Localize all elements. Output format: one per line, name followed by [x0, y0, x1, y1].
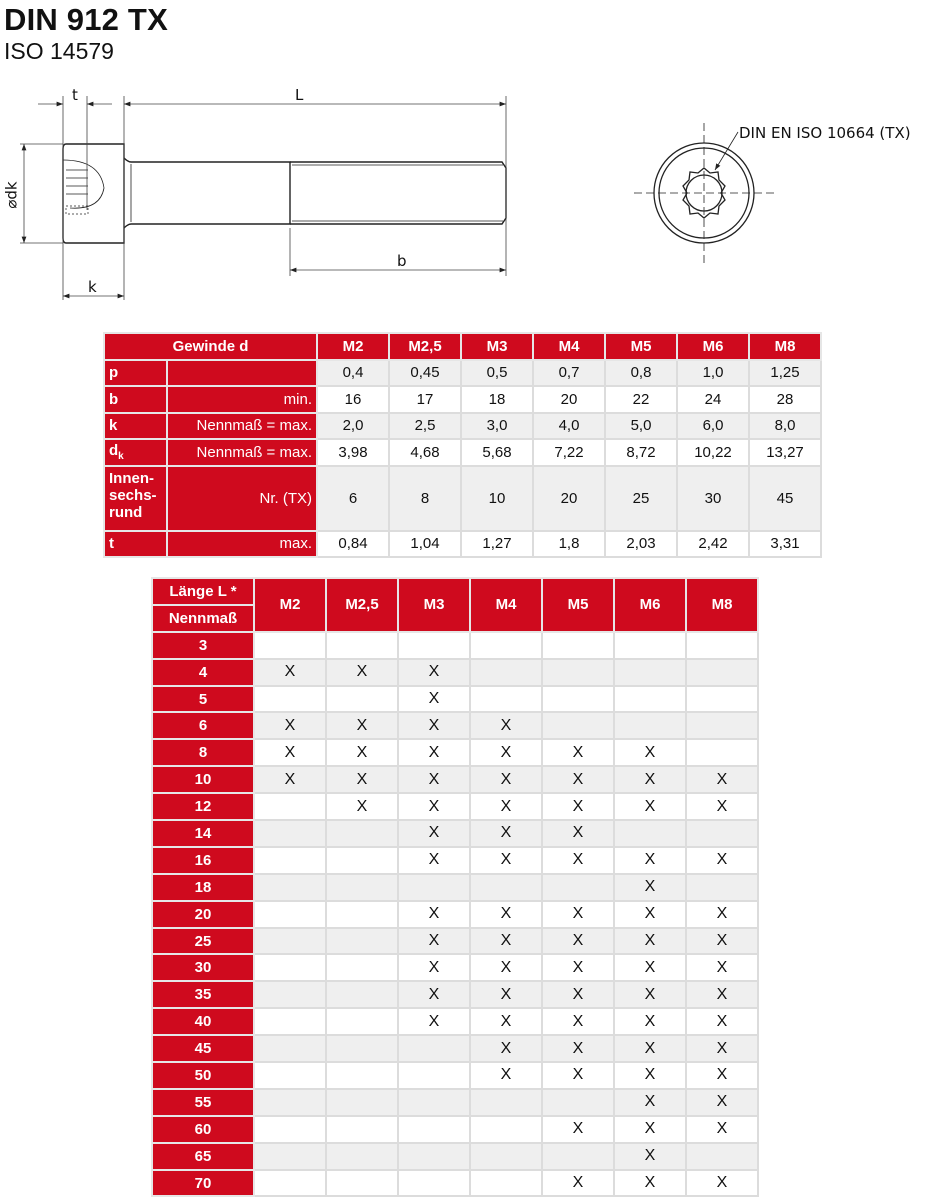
availability-mark: X — [686, 1116, 758, 1143]
drive-standard-label: DIN EN ISO 10664 (TX) — [739, 124, 911, 142]
table-row — [104, 360, 821, 387]
availability-mark — [254, 954, 326, 981]
availability-mark — [686, 739, 758, 766]
availability-mark — [686, 712, 758, 739]
availability-mark: X — [398, 766, 470, 793]
availability-mark — [470, 1089, 542, 1116]
availability-mark: X — [470, 820, 542, 847]
availability-mark — [254, 793, 326, 820]
value-cell: 0,8 — [605, 360, 677, 387]
availability-mark — [254, 1143, 326, 1170]
availability-mark — [398, 874, 470, 901]
availability-mark: X — [254, 766, 326, 793]
value-cell: 3,0 — [461, 413, 533, 440]
table-row — [104, 386, 821, 413]
value-cell: 25 — [605, 466, 677, 531]
availability-mark — [542, 874, 614, 901]
availability-mark: X — [686, 766, 758, 793]
value-cell: 10,22 — [677, 439, 749, 466]
availability-mark — [326, 1143, 398, 1170]
availability-mark: X — [614, 1143, 686, 1170]
value-cell: 8 — [389, 466, 461, 531]
dim-L-label: L — [295, 86, 304, 104]
availability-mark: X — [686, 1008, 758, 1035]
length-cell: 4 — [152, 659, 254, 686]
availability-mark: X — [398, 928, 470, 955]
availability-mark — [326, 928, 398, 955]
value-cell: 8,0 — [749, 413, 821, 440]
availability-mark: X — [542, 847, 614, 874]
availability-mark — [254, 1062, 326, 1089]
row-label-subscript: k — [118, 451, 124, 463]
availability-mark: X — [686, 928, 758, 955]
availability-mark — [326, 1035, 398, 1062]
page-title: DIN 912 TX — [4, 2, 168, 37]
length-cell: 5 — [152, 686, 254, 713]
value-cell: 22 — [605, 386, 677, 413]
availability-mark: X — [686, 1170, 758, 1197]
value-cell: 18 — [461, 386, 533, 413]
availability-mark: X — [614, 766, 686, 793]
availability-mark: X — [614, 954, 686, 981]
size-header: M8 — [686, 578, 758, 632]
availability-mark: X — [542, 793, 614, 820]
availability-mark: X — [470, 1035, 542, 1062]
availability-mark — [254, 1170, 326, 1197]
value-cell: 2,0 — [317, 413, 389, 440]
availability-mark — [470, 632, 542, 659]
availability-mark — [254, 981, 326, 1008]
availability-mark: X — [614, 739, 686, 766]
availability-mark — [686, 632, 758, 659]
availability-mark: X — [470, 739, 542, 766]
size-header: M8 — [749, 333, 821, 360]
length-cell: 12 — [152, 793, 254, 820]
table-row — [152, 1143, 758, 1170]
availability-mark: X — [470, 847, 542, 874]
availability-mark: X — [686, 901, 758, 928]
availability-mark — [326, 820, 398, 847]
availability-mark — [398, 1062, 470, 1089]
value-cell: 24 — [677, 386, 749, 413]
size-header: M2 — [317, 333, 389, 360]
availability-mark: X — [254, 659, 326, 686]
value-cell: 4,0 — [533, 413, 605, 440]
size-header: M5 — [542, 578, 614, 632]
length-subheader: Nennmaß — [152, 605, 254, 632]
row-qualifier: max. — [167, 531, 317, 558]
availability-mark: X — [542, 1062, 614, 1089]
value-cell: 4,68 — [389, 439, 461, 466]
table-row — [152, 928, 758, 955]
screw-thread — [290, 162, 506, 224]
availability-mark: X — [686, 1035, 758, 1062]
availability-mark: X — [614, 901, 686, 928]
value-cell: 1,25 — [749, 360, 821, 387]
availability-mark — [398, 1116, 470, 1143]
row-label — [104, 413, 167, 440]
table-row — [104, 531, 821, 558]
length-cell: 30 — [152, 954, 254, 981]
availability-mark — [470, 874, 542, 901]
value-cell: 2,42 — [677, 531, 749, 558]
availability-mark — [326, 874, 398, 901]
value-cell: 7,22 — [533, 439, 605, 466]
table-row — [152, 766, 758, 793]
table-row — [152, 1035, 758, 1062]
size-header: M2,5 — [389, 333, 461, 360]
availability-mark: X — [398, 793, 470, 820]
length-cell: 8 — [152, 739, 254, 766]
availability-mark: X — [326, 712, 398, 739]
availability-mark: X — [686, 1062, 758, 1089]
availability-mark — [326, 954, 398, 981]
length-cell: 65 — [152, 1143, 254, 1170]
value-cell: 6,0 — [677, 413, 749, 440]
availability-mark: X — [398, 981, 470, 1008]
availability-mark — [254, 928, 326, 955]
availability-mark: X — [398, 901, 470, 928]
availability-mark: X — [614, 1089, 686, 1116]
table-row — [152, 954, 758, 981]
row-qualifier: Nennmaß = max. — [167, 439, 317, 466]
availability-mark: X — [470, 1062, 542, 1089]
table-row — [152, 1062, 758, 1089]
availability-mark — [470, 659, 542, 686]
value-cell: 28 — [749, 386, 821, 413]
availability-mark: X — [470, 901, 542, 928]
table-row — [104, 466, 821, 531]
availability-mark: X — [398, 847, 470, 874]
size-header: M3 — [461, 333, 533, 360]
value-cell: 0,5 — [461, 360, 533, 387]
availability-mark — [686, 874, 758, 901]
availability-mark: X — [542, 1116, 614, 1143]
row-qualifier: Nr. (TX) — [167, 466, 317, 531]
value-cell: 20 — [533, 466, 605, 531]
dim-dk-label: ⌀dk — [2, 181, 21, 209]
availability-mark: X — [470, 981, 542, 1008]
value-cell: 45 — [749, 466, 821, 531]
availability-mark — [254, 686, 326, 713]
availability-mark: X — [686, 954, 758, 981]
availability-mark — [614, 712, 686, 739]
table-row — [152, 1008, 758, 1035]
availability-mark: X — [542, 766, 614, 793]
availability-mark — [326, 1089, 398, 1116]
availability-mark: X — [614, 847, 686, 874]
length-cell: 14 — [152, 820, 254, 847]
table-row — [152, 1089, 758, 1116]
availability-mark: X — [254, 739, 326, 766]
length-cell: 10 — [152, 766, 254, 793]
row-label-part: sechs- — [109, 486, 157, 504]
availability-mark: X — [470, 712, 542, 739]
page-subtitle: ISO 14579 — [4, 38, 114, 64]
row-label-text: b — [109, 390, 119, 408]
value-cell: 10 — [461, 466, 533, 531]
availability-mark — [542, 712, 614, 739]
row-label — [104, 531, 167, 558]
availability-mark: X — [614, 1170, 686, 1197]
value-cell: 20 — [533, 386, 605, 413]
screw-head — [63, 144, 124, 243]
availability-mark — [542, 1143, 614, 1170]
table-row — [152, 820, 758, 847]
availability-mark: X — [542, 1035, 614, 1062]
availability-mark: X — [398, 739, 470, 766]
row-qualifier: min. — [167, 386, 317, 413]
availability-mark — [614, 686, 686, 713]
length-cell: 18 — [152, 874, 254, 901]
table-row — [152, 901, 758, 928]
availability-mark — [470, 1116, 542, 1143]
length-cell: 3 — [152, 632, 254, 659]
size-header: M3 — [398, 578, 470, 632]
thread-header: Gewinde d — [104, 333, 317, 360]
row-label-text: p — [109, 364, 119, 382]
row-qualifier: Nennmaß = max. — [167, 413, 317, 440]
availability-mark: X — [542, 954, 614, 981]
availability-mark — [326, 981, 398, 1008]
length-header: Länge L * — [152, 578, 254, 605]
availability-mark — [254, 847, 326, 874]
table-row — [104, 439, 821, 466]
availability-mark — [254, 1089, 326, 1116]
table-row — [152, 712, 758, 739]
value-cell: 5,0 — [605, 413, 677, 440]
availability-mark — [254, 1035, 326, 1062]
availability-mark: X — [542, 739, 614, 766]
length-cell: 16 — [152, 847, 254, 874]
availability-mark — [398, 632, 470, 659]
availability-mark — [398, 1143, 470, 1170]
availability-mark: X — [686, 1089, 758, 1116]
value-cell: 6 — [317, 466, 389, 531]
table-row — [152, 847, 758, 874]
availability-mark — [254, 820, 326, 847]
availability-mark: X — [398, 954, 470, 981]
availability-mark — [398, 1089, 470, 1116]
end-view — [634, 123, 774, 263]
availability-mark — [326, 1008, 398, 1035]
value-cell: 30 — [677, 466, 749, 531]
availability-mark — [326, 1170, 398, 1197]
size-header: M4 — [533, 333, 605, 360]
availability-mark: X — [326, 659, 398, 686]
row-qualifier — [167, 360, 317, 387]
length-cell: 70 — [152, 1170, 254, 1197]
row-label — [104, 439, 167, 466]
availability-mark — [254, 901, 326, 928]
dim-b-label: b — [397, 252, 407, 270]
availability-mark: X — [326, 739, 398, 766]
availability-mark: X — [326, 793, 398, 820]
availability-mark — [686, 820, 758, 847]
availability-mark — [686, 659, 758, 686]
value-cell: 0,45 — [389, 360, 461, 387]
availability-mark — [326, 847, 398, 874]
availability-mark — [542, 1089, 614, 1116]
availability-mark: X — [470, 1008, 542, 1035]
table-row — [152, 1116, 758, 1143]
length-cell: 25 — [152, 928, 254, 955]
availability-mark: X — [398, 659, 470, 686]
length-cell: 20 — [152, 901, 254, 928]
availability-mark: X — [686, 793, 758, 820]
availability-mark: X — [470, 954, 542, 981]
table-row — [152, 739, 758, 766]
table-row — [152, 686, 758, 713]
dimension-lines — [20, 96, 506, 300]
availability-mark: X — [614, 1008, 686, 1035]
availability-mark: X — [542, 1008, 614, 1035]
availability-mark — [254, 632, 326, 659]
value-cell: 0,84 — [317, 531, 389, 558]
value-cell: 0,4 — [317, 360, 389, 387]
availability-mark — [398, 1170, 470, 1197]
value-cell: 13,27 — [749, 439, 821, 466]
table-row — [152, 793, 758, 820]
availability-mark: X — [542, 820, 614, 847]
availability-mark: X — [614, 1035, 686, 1062]
availability-mark: X — [398, 1008, 470, 1035]
size-header: M2,5 — [326, 578, 398, 632]
availability-mark: X — [326, 766, 398, 793]
table-row — [152, 1170, 758, 1197]
row-label — [104, 386, 167, 413]
size-header: M6 — [677, 333, 749, 360]
availability-mark: X — [614, 981, 686, 1008]
availability-mark: X — [470, 928, 542, 955]
availability-mark: X — [614, 874, 686, 901]
availability-mark: X — [686, 847, 758, 874]
row-label-part: rund — [109, 503, 143, 521]
availability-mark: X — [470, 766, 542, 793]
size-header: M5 — [605, 333, 677, 360]
availability-mark: X — [254, 712, 326, 739]
value-cell: 5,68 — [461, 439, 533, 466]
table-row — [152, 659, 758, 686]
availability-mark: X — [614, 1116, 686, 1143]
value-cell: 17 — [389, 386, 461, 413]
length-cell: 60 — [152, 1116, 254, 1143]
lengths-table — [151, 577, 759, 1197]
availability-mark — [254, 1008, 326, 1035]
availability-mark: X — [398, 686, 470, 713]
availability-mark: X — [614, 1062, 686, 1089]
length-cell: 50 — [152, 1062, 254, 1089]
row-label — [104, 360, 167, 387]
value-cell: 8,72 — [605, 439, 677, 466]
availability-mark: X — [614, 928, 686, 955]
availability-mark: X — [398, 820, 470, 847]
value-cell: 3,31 — [749, 531, 821, 558]
length-cell: 6 — [152, 712, 254, 739]
length-cell: 55 — [152, 1089, 254, 1116]
screw-technical-drawing — [0, 0, 928, 320]
availability-mark — [614, 632, 686, 659]
size-header: M4 — [470, 578, 542, 632]
availability-mark: X — [686, 981, 758, 1008]
row-label-text: k — [109, 417, 118, 435]
size-header: M2 — [254, 578, 326, 632]
row-label-text: t — [109, 535, 114, 553]
length-cell: 40 — [152, 1008, 254, 1035]
value-cell: 16 — [317, 386, 389, 413]
availability-mark — [614, 659, 686, 686]
availability-mark — [398, 1035, 470, 1062]
availability-mark: X — [542, 1170, 614, 1197]
availability-mark — [254, 874, 326, 901]
table-row — [152, 632, 758, 659]
availability-mark: X — [470, 793, 542, 820]
value-cell: 2,03 — [605, 531, 677, 558]
size-header: M6 — [614, 578, 686, 632]
length-cell: 45 — [152, 1035, 254, 1062]
table-row — [152, 874, 758, 901]
availability-mark: X — [542, 981, 614, 1008]
availability-mark — [686, 686, 758, 713]
row-label-text: d — [109, 442, 119, 460]
availability-mark — [686, 1143, 758, 1170]
availability-mark — [542, 686, 614, 713]
availability-mark — [326, 686, 398, 713]
length-cell: 35 — [152, 981, 254, 1008]
availability-mark — [614, 820, 686, 847]
screw-shank — [124, 158, 290, 228]
row-label-part: Innen- — [109, 469, 154, 487]
table-row — [104, 413, 821, 440]
availability-mark — [254, 1116, 326, 1143]
value-cell: 3,98 — [317, 439, 389, 466]
value-cell: 2,5 — [389, 413, 461, 440]
availability-mark — [326, 1062, 398, 1089]
availability-mark — [326, 901, 398, 928]
availability-mark: X — [542, 901, 614, 928]
value-cell: 1,0 — [677, 360, 749, 387]
availability-mark — [326, 632, 398, 659]
availability-mark: X — [542, 928, 614, 955]
availability-mark: X — [614, 793, 686, 820]
side-view — [63, 144, 506, 243]
value-cell: 1,8 — [533, 531, 605, 558]
availability-mark — [542, 632, 614, 659]
dimensions-table — [103, 332, 822, 558]
availability-mark — [542, 659, 614, 686]
availability-mark — [470, 1170, 542, 1197]
value-cell: 1,04 — [389, 531, 461, 558]
table-row — [152, 981, 758, 1008]
availability-mark: X — [398, 712, 470, 739]
row-label — [104, 466, 167, 531]
availability-mark — [470, 686, 542, 713]
dim-t-label: t — [72, 86, 78, 104]
availability-mark — [326, 1116, 398, 1143]
value-cell: 1,27 — [461, 531, 533, 558]
dim-k-label: k — [88, 278, 97, 296]
availability-mark — [470, 1143, 542, 1170]
value-cell: 0,7 — [533, 360, 605, 387]
